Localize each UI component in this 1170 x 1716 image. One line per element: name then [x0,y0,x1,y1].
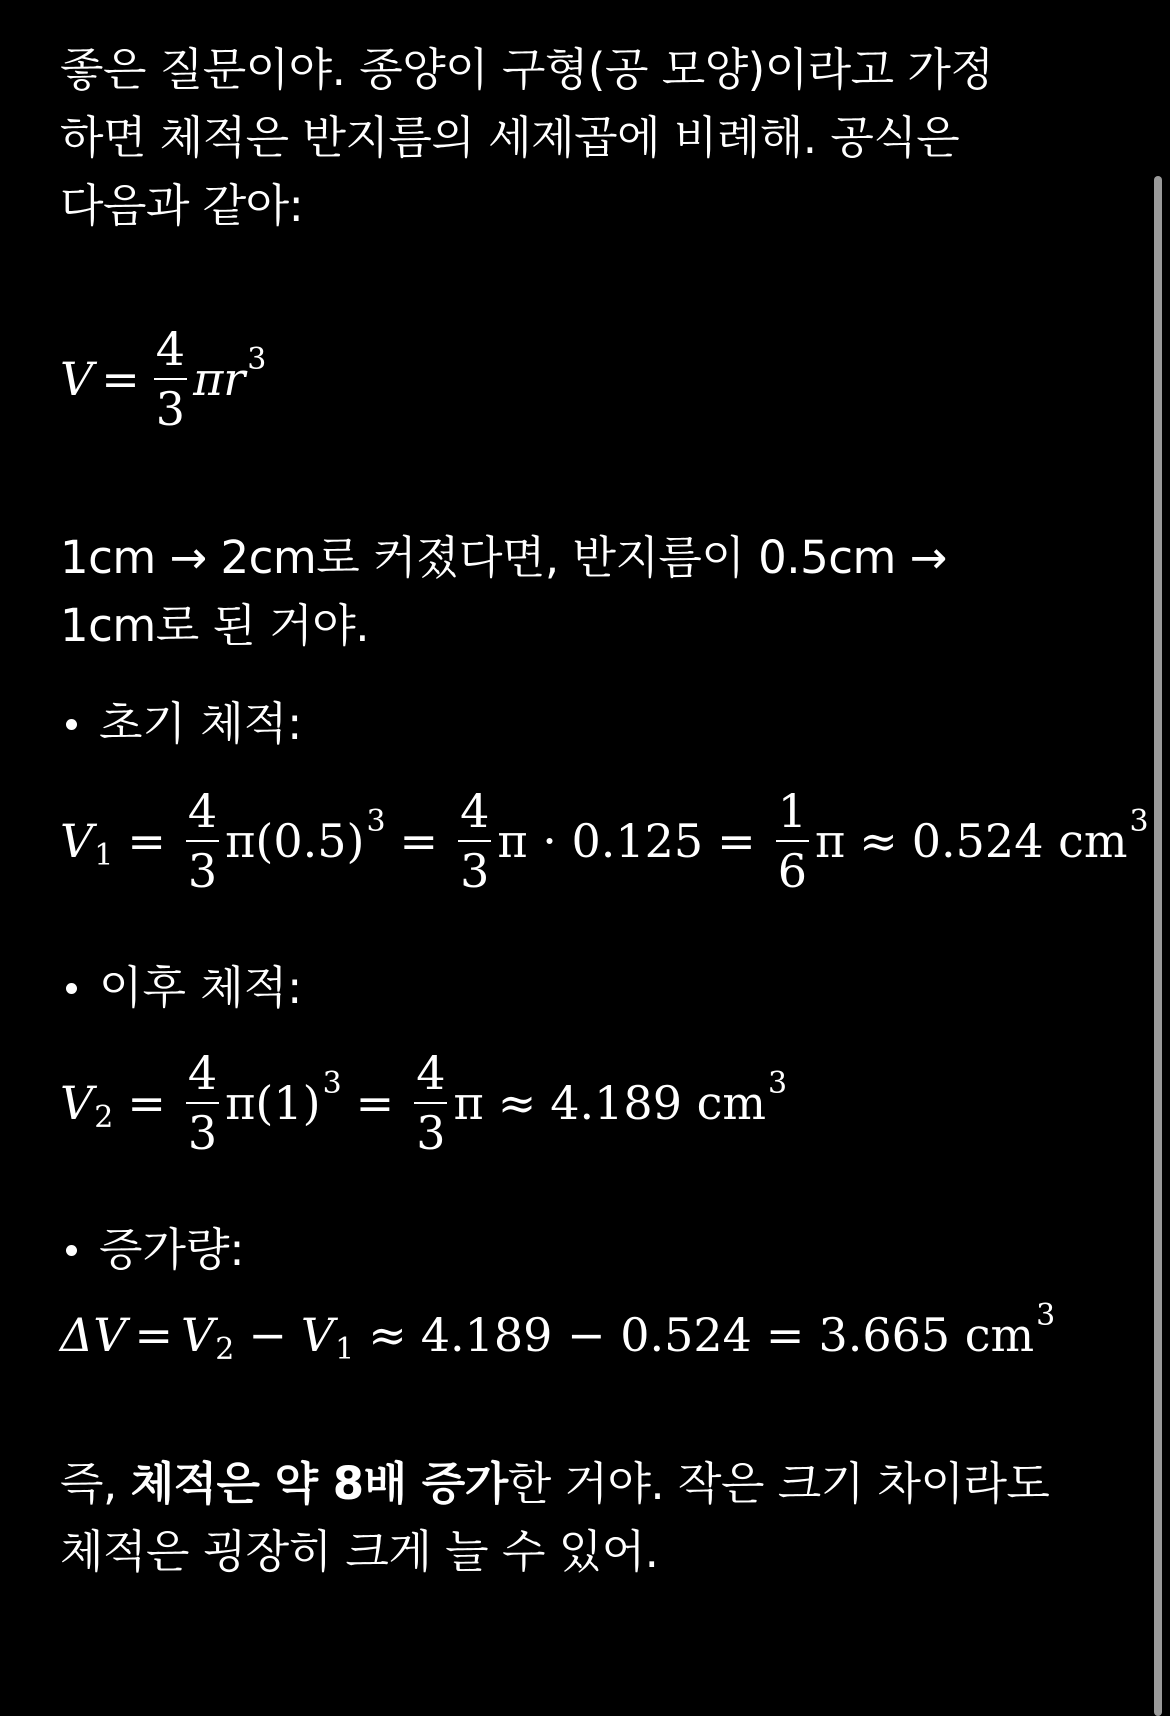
v2-fraction-2-num: 4 [414,1050,447,1104]
bullet-dot [66,1245,77,1256]
v2-fraction-2 [414,1046,447,1160]
v1-equals-3: = [717,814,756,868]
v2-term-2: π [453,1076,484,1130]
bullet-after-volume [60,954,1090,1022]
bullet-dot [66,719,77,730]
conclusion-paragraph [60,1450,1090,1586]
formula-equals: = [101,352,140,406]
delta-v-equation [60,1297,1090,1367]
change-paragraph [60,524,1090,660]
intro-line-3: 다음과 같아: [60,179,304,232]
v1-unit-power: 3 [1129,803,1149,839]
v1-subscript: 1 [94,837,114,873]
formula-fraction [154,322,187,436]
v2-subscript: 2 [94,1099,114,1135]
bullet-after-label: 이후 체적: [99,961,303,1014]
v1-term-1: π(0.5) [225,814,365,868]
v1-fraction-1-den: 3 [187,844,218,898]
v1-term-2: π · 0.125 [497,814,704,868]
v1-value: 0.524 cm [911,814,1128,868]
assistant-message [60,36,1149,1586]
v1-equation [60,784,1149,898]
v2-equation [60,1046,1090,1160]
formula-lhs: V [60,352,94,406]
delta-v-minus: − [248,1308,287,1362]
v2-value: 4.189 cm [550,1076,766,1130]
formula-pi-r: πr [193,352,246,406]
v1-term-3: π [814,814,846,868]
bullet-increase-label: 증가량: [99,1223,245,1276]
v1-fraction-3 [776,784,809,898]
intro-paragraph [60,36,1090,240]
delta-v-value: 3.665 cm [818,1308,1035,1362]
conclusion-suffix: 한 거야. 작은 크기 차이라도 [507,1457,1050,1510]
v1-term-1-power: 3 [366,803,386,839]
delta-v-expression: 4.189 − 0.524 [420,1308,752,1362]
v1-equals-1: = [127,814,166,868]
bullet-dot [66,983,77,994]
v2-fraction-1-den: 3 [187,1106,218,1160]
v2-unit-power: 3 [767,1065,788,1101]
formula-power: 3 [247,341,267,377]
change-line-2: 1cm로 된 거야. [60,599,369,652]
delta-v-equals: = [134,1308,173,1362]
v1-fraction-3-den: 6 [777,844,807,898]
delta-v-unit-power: 3 [1036,1297,1056,1333]
v2-equals-1: = [127,1076,166,1130]
delta-v-v1: V [300,1308,335,1362]
v1-fraction-2-num: 4 [458,788,491,842]
v1-lhs: V [60,814,94,868]
v1-approx: ≈ [859,814,898,868]
intro-line-1: 좋은 질문이야. 종양이 구형(공 모양)이라고 가정 [60,43,994,96]
bullet-initial-label: 초기 체적: [99,697,303,750]
sphere-volume-formula [60,322,1090,436]
v1-fraction-1 [186,784,219,898]
v2-approx: ≈ [497,1076,537,1130]
scrollbar[interactable] [1154,176,1162,1716]
conclusion-bold: 체적은 약 8배 증가 [130,1457,508,1510]
v1-fraction-3-num: 1 [776,788,809,842]
delta-v-lhs: ΔV [60,1308,127,1362]
v2-fraction-1 [186,1046,219,1160]
v1-fraction-2-den: 3 [460,844,490,898]
v1-equals-2: = [399,814,439,868]
v1-fraction-2 [458,784,491,898]
intro-line-2: 하면 체적은 반지름의 세제곱에 비례해. 공식은 [60,111,960,164]
v1-fraction-1-num: 4 [186,788,219,842]
conclusion-prefix: 즉, [60,1457,131,1510]
delta-v-v2: V [181,1308,215,1362]
delta-v-approx: ≈ [368,1308,407,1362]
delta-v-v2-subscript: 2 [215,1331,235,1367]
v2-term-1-power: 3 [322,1065,342,1101]
v2-equals-2: = [355,1076,395,1130]
v2-term-1: π(1) [225,1076,321,1130]
v2-fraction-1-num: 4 [186,1050,219,1104]
bullet-increase [60,1216,1090,1284]
conclusion-line-2: 체적은 굉장히 크게 늘 수 있어. [60,1525,659,1578]
formula-denominator: 3 [155,382,186,436]
formula-numerator: 4 [154,326,187,380]
change-line-1: 1cm → 2cm로 커졌다면, 반지름이 0.5cm → [60,531,947,584]
delta-v-v1-subscript: 1 [335,1331,355,1367]
v2-fraction-2-den: 3 [416,1106,446,1160]
v2-lhs: V [60,1076,94,1130]
delta-v-equals-2: = [765,1308,805,1362]
bullet-initial-volume [60,690,1090,758]
